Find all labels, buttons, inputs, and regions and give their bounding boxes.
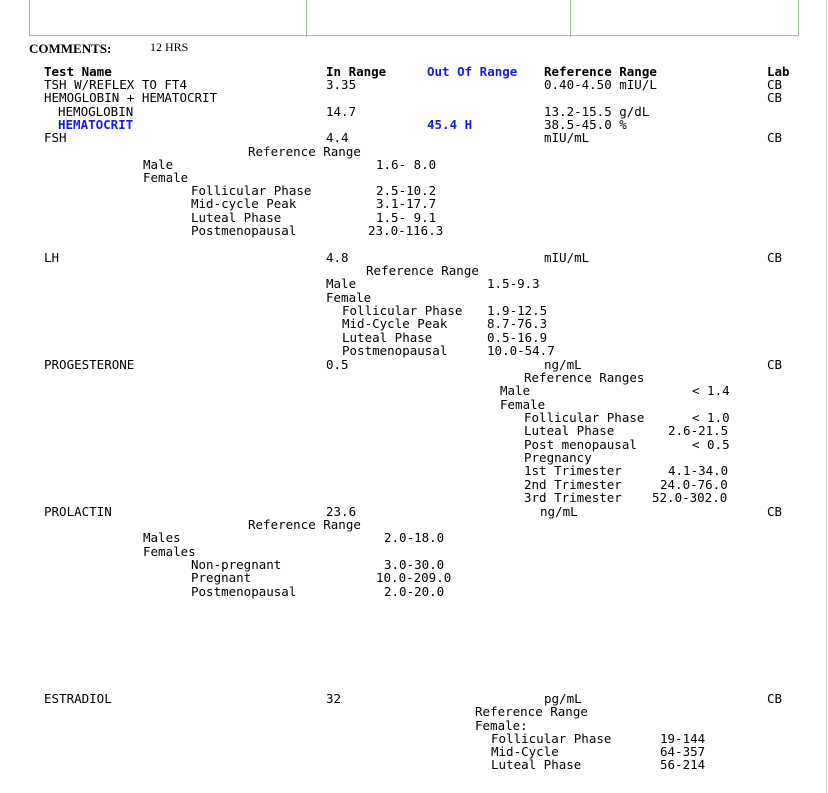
prolactin-ref-label: Postmenopausal [191,584,297,599]
hh-lab: CB [767,90,783,105]
progesterone-lab: CB [767,357,783,372]
lh-result: 4.8 [326,250,349,265]
lh-male-label: Male [326,276,357,291]
prolactin-unit: ng/mL [540,504,578,519]
prolactin-ref-title: Reference Range [248,517,361,532]
estradiol-ref-label: Mid-Cycle [491,744,559,759]
progesterone-ref-label: Follicular Phase [524,410,645,425]
progesterone-ref-value: < 0.5 [692,437,730,452]
progesterone-ref-label: Pregnancy [524,450,592,465]
fsh-ref-label: Follicular Phase [191,183,312,198]
estradiol-ref-value: 64-357 [660,744,706,759]
lh-ref-value: 1.9-12.5 [487,303,548,318]
fsh-ref-value: 23.0-116.3 [368,223,444,238]
fsh-ref-value: 2.5-10.2 [376,183,437,198]
progesterone-male-label: Male [500,383,531,398]
fsh-ref-label: Postmenopausal [191,223,297,238]
lh-ref-label: Mid-Cycle Peak [342,316,448,331]
fsh-ref-label: Luteal Phase [191,210,282,225]
progesterone-ref-value: 4.1-34.0 [668,463,729,478]
fsh-result: 4.4 [326,130,349,145]
fsh-ref-label: Mid-cycle Peak [191,196,297,211]
tsh-result: 3.35 [326,77,357,92]
estradiol-ref-label: Follicular Phase [491,731,612,746]
progesterone-result: 0.5 [326,357,349,372]
test-name-hemoglobin: HEMOGLOBIN [58,104,134,119]
lh-ref-label: Luteal Phase [342,330,433,345]
prolactin-female-label: Females [143,544,196,559]
prolactin-ref-value: 3.0-30.0 [384,557,445,572]
progesterone-ref-label: Luteal Phase [524,423,615,438]
fsh-ref-value: 3.1-17.7 [376,196,437,211]
lh-lab: CB [767,250,783,265]
header-reference-range: Reference Range [544,64,657,79]
prolactin-result: 23.6 [326,504,357,519]
fsh-ref-title: Reference Range [248,144,361,159]
test-name-estradiol: ESTRADIOL [44,691,112,706]
estradiol-ref-label: Luteal Phase [491,757,582,772]
prolactin-male-value: 2.0-18.0 [384,530,445,545]
test-name-hh: HEMOGLOBIN + HEMATOCRIT [44,90,218,105]
header-lab: Lab [767,64,790,79]
prolactin-ref-value: 10.0-209.0 [376,570,452,585]
progesterone-female-label: Female [500,397,546,412]
progesterone-ref-label: 1st Trimester [524,463,622,478]
header-in-range: In Range [326,64,387,79]
test-name-progesterone: PROGESTERONE [44,357,135,372]
lh-female-label: Female [326,290,372,305]
lh-ref-value: 0.5-16.9 [487,330,548,345]
progesterone-male-value: < 1.4 [692,383,730,398]
lh-male-value: 1.5-9.3 [487,276,540,291]
estradiol-result: 32 [326,691,342,706]
lh-unit: mIU/mL [544,250,590,265]
estradiol-ref-title: Reference Range [475,704,588,719]
lh-ref-value: 10.0-54.7 [487,343,555,358]
estradiol-ref-value: 19-144 [660,731,706,746]
fsh-male-label: Male [143,157,174,172]
fsh-female-label: Female [143,170,189,185]
progesterone-ref-value: 52.0-302.0 [652,490,728,505]
fsh-unit: mIU/mL [544,130,590,145]
estradiol-unit: pg/mL [544,691,582,706]
progesterone-ref-value: 2.6-21.5 [668,423,729,438]
test-name-hematocrit: HEMATOCRIT [58,117,134,132]
test-name-tsh: TSH W/REFLEX TO FT4 [44,77,187,92]
progesterone-unit: ng/mL [544,357,582,372]
lh-ref-label: Postmenopausal [342,343,448,358]
lh-ref-label: Follicular Phase [342,303,463,318]
prolactin-ref-label: Pregnant [191,570,252,585]
fsh-lab: CB [767,130,783,145]
test-name-lh: LH [44,250,60,265]
tsh-lab: CB [767,77,783,92]
progesterone-ref-label: 3rd Trimester [524,490,622,505]
prolactin-male-label: Males [143,530,181,545]
fsh-ref-value: 1.5- 9.1 [376,210,437,225]
fsh-male-value: 1.6- 8.0 [376,157,437,172]
tsh-reference: 0.40-4.50 mIU/L [544,77,657,92]
test-name-fsh: FSH [44,130,67,145]
prolactin-ref-value: 2.0-20.0 [384,584,445,599]
prolactin-lab: CB [767,504,783,519]
progesterone-ref-label: 2nd Trimester [524,477,622,492]
top-table-box [29,0,799,36]
progesterone-ref-title: Reference Ranges [524,370,645,385]
header-out-of-range: Out Of Range [427,64,518,79]
comments-label: COMMENTS: [29,41,112,56]
progesterone-ref-value: 24.0-76.0 [660,477,728,492]
header-test-name: Test Name [44,64,112,79]
comments-value: 12 HRS [150,40,189,54]
estradiol-female-label: Female: [475,718,528,733]
hematocrit-reference: 38.5-45.0 % [544,117,627,132]
test-name-prolactin: PROLACTIN [44,504,112,519]
table-divider [306,0,307,37]
hemoglobin-result: 14.7 [326,104,357,119]
lh-ref-value: 8.7-76.3 [487,316,548,331]
progesterone-ref-label: Post menopausal [524,437,637,452]
prolactin-ref-label: Non-pregnant [191,557,282,572]
progesterone-ref-value: < 1.0 [692,410,730,425]
hemoglobin-reference: 13.2-15.5 g/dL [544,104,650,119]
estradiol-lab: CB [767,691,783,706]
lh-ref-title: Reference Range [366,263,479,278]
estradiol-ref-value: 56-214 [660,757,706,772]
table-divider [570,0,571,37]
hematocrit-result-flag: 45.4 H [427,117,473,132]
